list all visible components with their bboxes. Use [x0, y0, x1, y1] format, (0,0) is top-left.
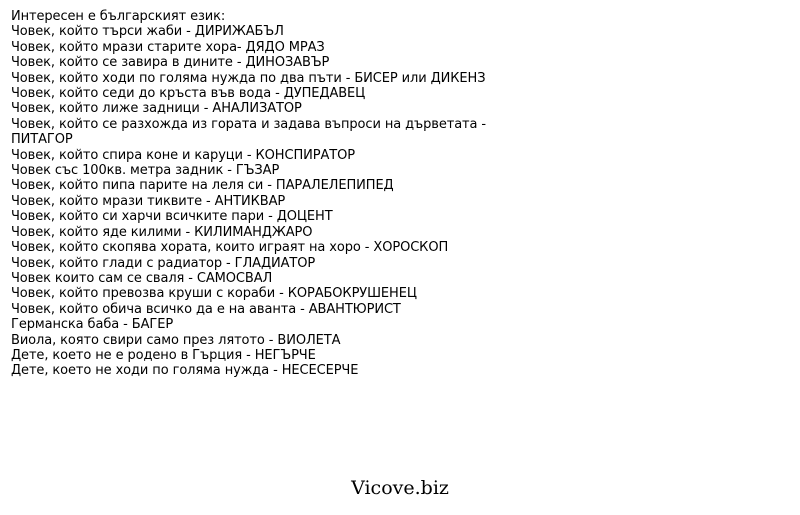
joke-line: Човек, който ходи по голяма нужда по два пъти - БИСЕР или ДИКЕНЗ — [11, 70, 486, 86]
joke-list — [11, 9, 791, 379]
joke-line: Човек, който търси жаби - ДИРИЖАБЪЛ — [11, 24, 284, 40]
joke-line: Човек, който спира коне и каруци - КОНСПИРАТОР — [11, 147, 355, 163]
joke-line: Човек които сам се сваля - САМОСВАЛ — [11, 270, 273, 286]
joke-line: Човек, който скопява хората, които играят на хоро - ХОРОСКОП — [11, 240, 449, 256]
joke-line: Човек, който яде килими - КИЛИМАНДЖАРО — [11, 224, 313, 240]
site-footer: Vicove.biz — [351, 477, 449, 499]
joke-line: Човек, който мрази тиквите - АНТИКВАР — [11, 193, 286, 209]
joke-line: Дете, което не ходи по голяма нужда - НЕСЕСЕРЧЕ — [11, 363, 359, 379]
joke-line: Германска баба - БАГЕР — [11, 317, 174, 333]
joke-line: Човек, който седи до кръста във вода - ДУПЕДАВЕЦ — [11, 86, 366, 102]
joke-line: Човек, който лиже задници - АНАЛИЗАТОР — [11, 101, 302, 117]
joke-line: Човек, който се разхожда из гората и задава въпроси на дърветата - ПИТАГОР — [11, 116, 487, 148]
joke-line: Дете, което не е родено в Гърция - НЕГЪРЧЕ — [11, 347, 316, 363]
joke-line: Човек, който мрази старите хора- ДЯДО МРАЗ — [11, 39, 325, 55]
joke-line: Човек, който си харчи всичките пари - ДОЦЕНТ — [11, 209, 333, 225]
joke-line: Виола, която свири само през лятото - ВИОЛЕТА — [11, 332, 341, 348]
joke-line: Човек, който пипа парите на леля си - ПАРАЛЕЛЕПИПЕД — [11, 178, 394, 194]
joke-heading: Интересен е българският език: — [11, 9, 226, 24]
joke-line: Човек със 100кв. метра задник - ГЪЗАР — [11, 163, 280, 179]
joke-line: Човек, който обича всичко да е на аванта - АВАНТЮРИСТ — [11, 301, 401, 317]
joke-line: Човек, който глади с радиатор - ГЛАДИАТОР — [11, 255, 316, 271]
joke-line: Човек, който превозва круши с кораби - КОРАБОКРУШЕНЕЦ — [11, 286, 417, 302]
joke-line: Човек, който се завира в дините - ДИНОЗАВЪР — [11, 55, 330, 71]
